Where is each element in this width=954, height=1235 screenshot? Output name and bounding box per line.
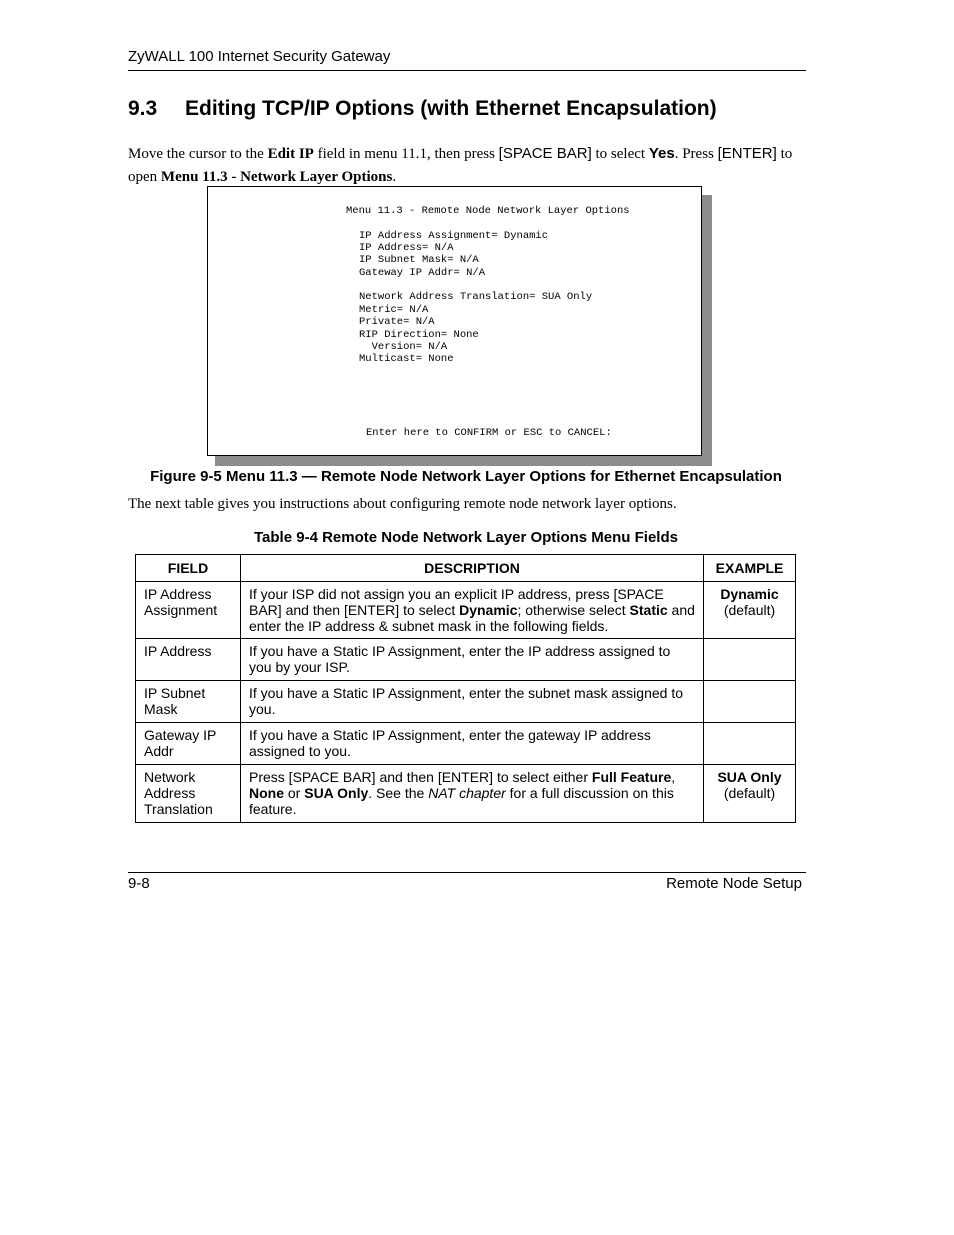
table-row: [136, 723, 796, 765]
table-row: [136, 681, 796, 723]
description-text: and enter the IP address & subnet mask in the following fields.: [249, 602, 695, 634]
terminal-line: Gateway IP Addr= N/A: [359, 267, 486, 279]
section-title: Editing TCP/IP Options (with Ethernet Encapsulation): [185, 97, 717, 120]
table-intro-paragraph: The next table gives you instructions about configuring remote node network layer options.: [128, 496, 677, 512]
description-bold: Static: [629, 602, 668, 618]
description-bold: Full Feature: [591, 769, 672, 785]
intro-edit-ip: Edit IP: [267, 146, 314, 162]
description-text: ,: [671, 769, 676, 785]
description-cell: [241, 582, 704, 639]
header-rule: [128, 70, 806, 71]
description-bold: SUA Only: [304, 785, 369, 801]
terminal-line: IP Subnet Mask= N/A: [359, 254, 479, 266]
table-header-row: [136, 555, 796, 582]
example-cell: [704, 765, 796, 823]
intro-text: to select: [591, 146, 649, 162]
table-row: [136, 765, 796, 823]
example-value: SUA Only: [717, 769, 782, 785]
description-italic: NAT chapter: [428, 785, 506, 801]
example-cell: [704, 681, 796, 723]
description-text: Press [SPACE BAR] and then [ENTER] to select either: [249, 769, 592, 785]
chapter-name: Remote Node Setup: [666, 875, 802, 892]
intro-menu-name: Menu 11.3 - Network Layer Options: [160, 169, 393, 185]
description-cell: [241, 765, 704, 823]
terminal-line: IP Address= N/A: [359, 242, 454, 254]
terminal-line: IP Address Assignment= Dynamic: [359, 230, 549, 242]
description-text: . See the: [368, 785, 429, 801]
field-cell: IP Address: [136, 639, 241, 681]
field-cell: Network Address Translation: [136, 765, 241, 823]
intro-text: . Press: [674, 146, 718, 162]
terminal-prompt: Enter here to CONFIRM or ESC to CANCEL:: [366, 427, 612, 439]
terminal-screen: [207, 186, 702, 456]
intro-yes: Yes: [648, 145, 675, 162]
footer-rule: [128, 872, 806, 873]
example-cell: [704, 723, 796, 765]
figure-caption: Figure 9-5 Menu 11.3 — Remote Node Network Layer Options for Ethernet Encapsulation: [150, 468, 782, 485]
table-caption: Table 9-4 Remote Node Network Layer Options Menu Fields: [254, 529, 678, 546]
field-cell: IP Subnet Mask: [136, 681, 241, 723]
description-text: or: [284, 785, 305, 801]
column-header-description: DESCRIPTION: [241, 555, 704, 582]
intro-key-enter: [ENTER]: [717, 145, 777, 162]
description-text: ; otherwise select: [517, 602, 630, 618]
terminal-line: Multicast= None: [359, 353, 454, 365]
intro-paragraph: [128, 142, 808, 189]
terminal-menu-title: Menu 11.3 - Remote Node Network Layer Options: [346, 205, 630, 217]
table-row: [136, 639, 796, 681]
description-bold: Dynamic: [459, 602, 518, 618]
section-heading: [128, 97, 717, 121]
terminal-line: RIP Direction= None: [359, 329, 479, 341]
field-cell: IP Address Assignment: [136, 582, 241, 639]
example-value: Dynamic: [720, 586, 779, 602]
description-text: If your ISP did not assign you an explicit IP address, press [SPACE BAR] and then [ENTER] to select: [249, 586, 664, 618]
terminal-line: Version= N/A: [359, 341, 448, 353]
description-text: for a full discussion on this feature.: [249, 785, 674, 817]
description-cell: If you have a Static IP Assignment, enter the gateway IP address assigned to you.: [241, 723, 704, 765]
running-header: ZyWALL 100 Internet Security Gateway: [128, 48, 391, 65]
intro-text: Move the cursor to the: [128, 146, 268, 162]
terminal-line: Network Address Translation= SUA Only: [359, 291, 593, 303]
example-cell: [704, 582, 796, 639]
description-cell: If you have a Static IP Assignment, enter the subnet mask assigned to you.: [241, 681, 704, 723]
description-bold: None: [249, 785, 284, 801]
example-cell: [704, 639, 796, 681]
column-header-field: FIELD: [136, 555, 241, 582]
intro-text: field in menu 11.1, then press: [313, 146, 499, 162]
field-cell: Gateway IP Addr: [136, 723, 241, 765]
terminal-line: Private= N/A: [359, 316, 435, 328]
terminal-line: Metric= N/A: [359, 304, 429, 316]
example-note: (default): [723, 785, 776, 801]
example-note: (default): [723, 602, 776, 618]
intro-key-space: [SPACE BAR]: [498, 145, 592, 162]
fields-table: [135, 554, 796, 823]
page-number: 9-8: [128, 875, 150, 892]
intro-text: .: [392, 169, 397, 185]
intro-text: to open: [128, 146, 793, 185]
table-row: [136, 582, 796, 639]
section-number: 9.3: [128, 97, 158, 120]
column-header-example: EXAMPLE: [704, 555, 796, 582]
description-cell: If you have a Static IP Assignment, enter the IP address assigned to you by your ISP.: [241, 639, 704, 681]
